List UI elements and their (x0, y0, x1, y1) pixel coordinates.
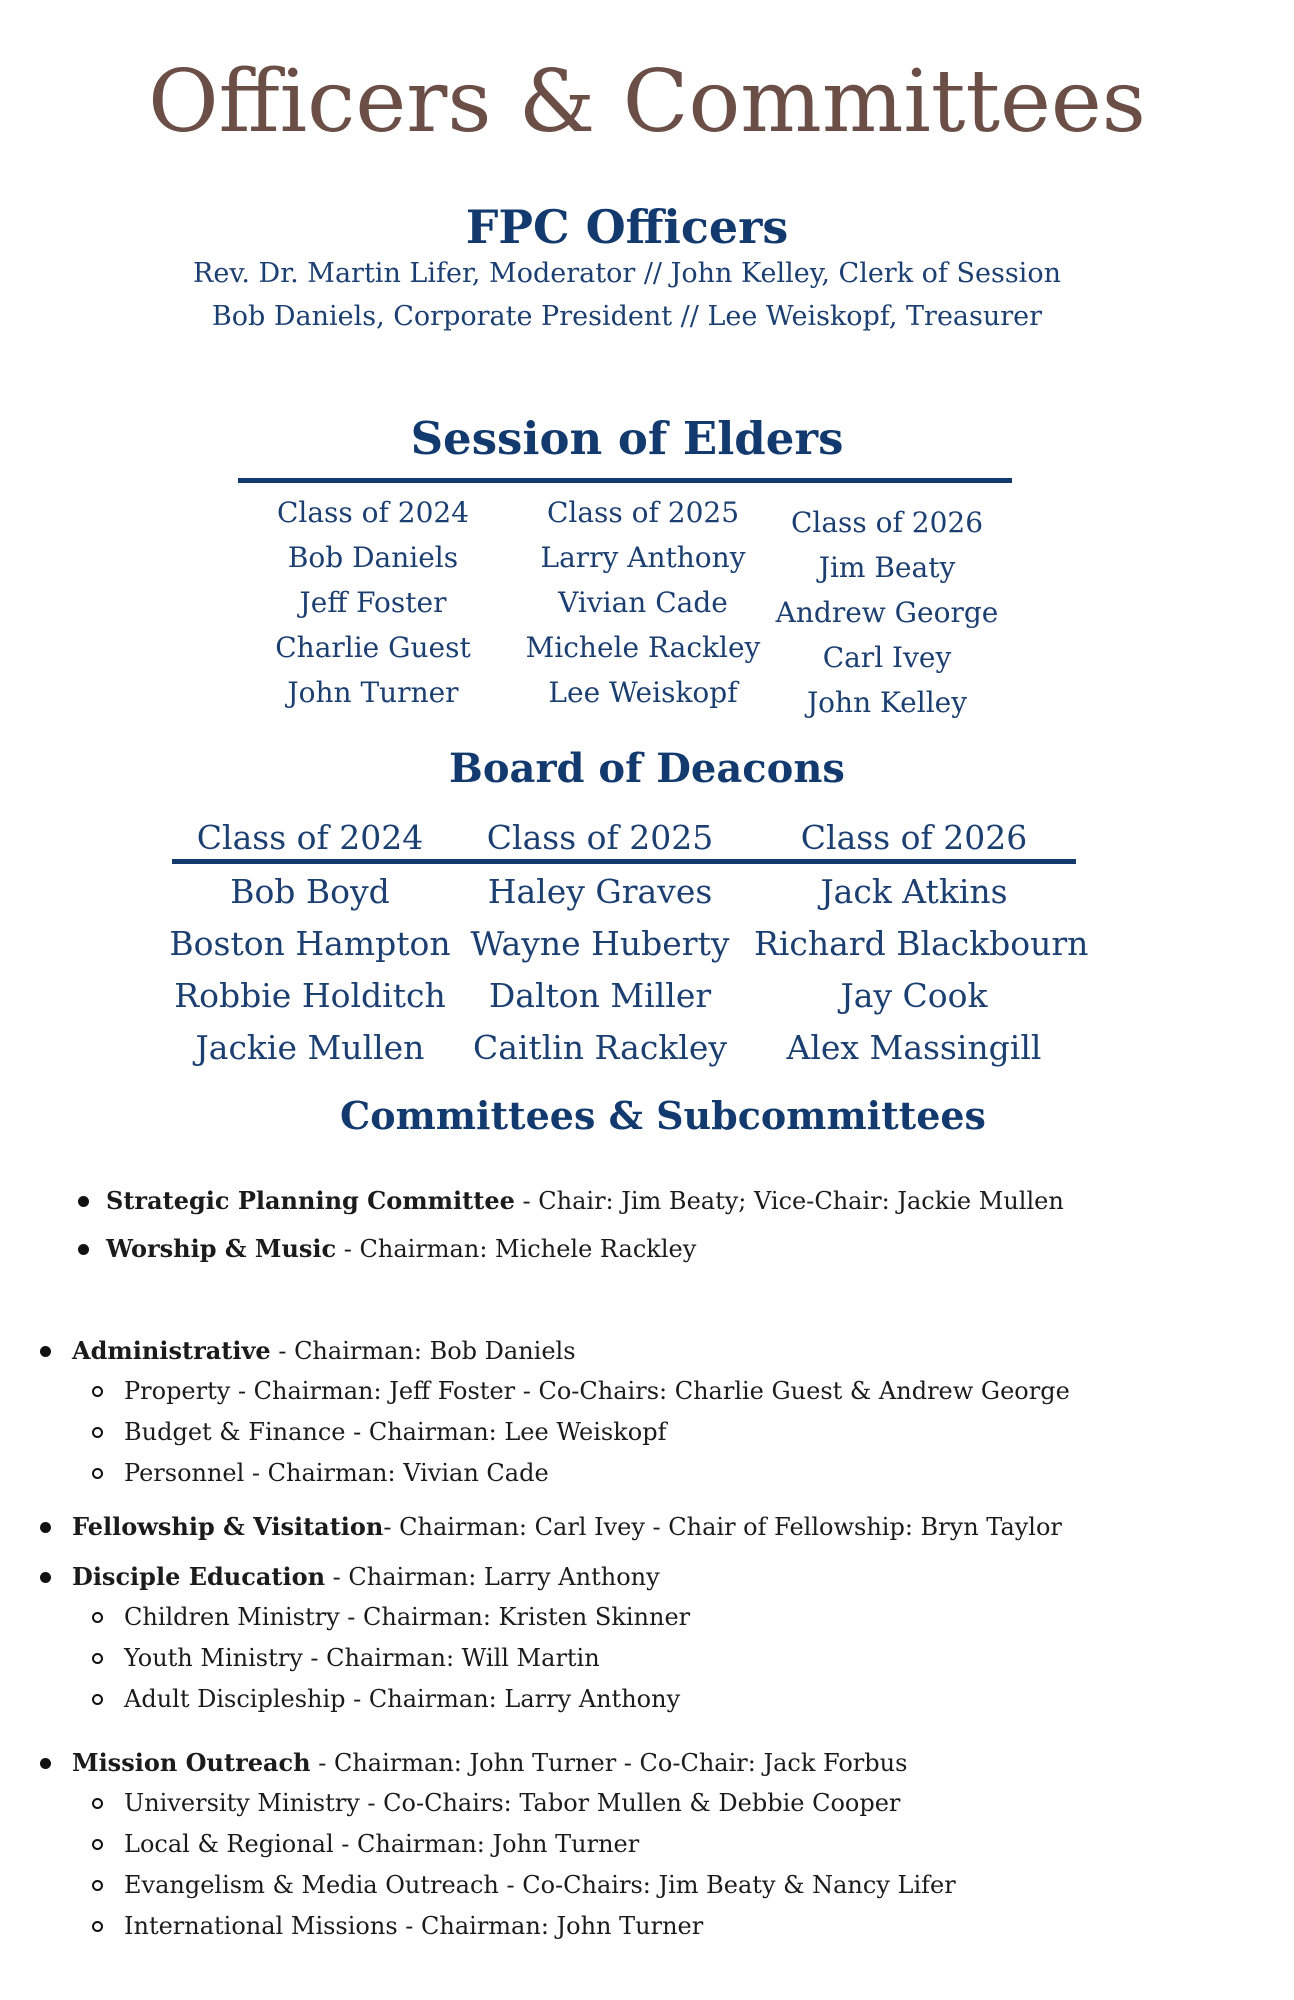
elders-heading: Session of Elders (410, 412, 844, 465)
subcommittee-item (72, 1785, 956, 1826)
deacon-name: Richard Blackbourn (754, 924, 1089, 963)
committee-detail: - Chairman: Michele Rackley (336, 1235, 697, 1263)
subcommittee-item (72, 1908, 956, 1949)
class-label: Class of 2026 (790, 506, 984, 539)
subcommittee-item (72, 1414, 1070, 1455)
deacon-name: Jay Cook (840, 976, 988, 1015)
committee-name: Strategic Planning Committee (106, 1186, 515, 1215)
class-label: Class of 2026 (800, 818, 1028, 857)
subcommittee-text: University Ministry - Co-Chairs: Tabor Mullen & Debbie Cooper (124, 1789, 901, 1817)
officers-line: Rev. Dr. Martin Lifer, Moderator // John Kelley, Clerk of Session (193, 258, 1061, 289)
committee-detail: - Chairman: John Turner - Co-Chair: Jack Forbus (310, 1749, 908, 1777)
bullet-icon (40, 1522, 51, 1533)
circle-bullet-icon (92, 1694, 103, 1705)
circle-bullet-icon (92, 1653, 103, 1664)
elder-name: Larry Anthony (540, 541, 746, 574)
deacons-class-column (440, 866, 760, 1074)
subcommittee-item (72, 1599, 690, 1640)
circle-bullet-icon (92, 1468, 103, 1479)
deacon-name: Boston Hampton (169, 924, 451, 963)
committee-detail: - Chair: Jim Beaty; Vice-Chair: Jackie Mullen (514, 1187, 1064, 1215)
deacons-class-column (754, 866, 1089, 1074)
subcommittee-item (72, 1373, 1070, 1414)
subcommittee-item (72, 1640, 690, 1681)
circle-bullet-icon (92, 1386, 103, 1397)
subcommittee-item (72, 1867, 956, 1908)
elders-class-column (248, 490, 498, 715)
committee-detail: - Chairman: Bob Daniels (270, 1337, 576, 1365)
committee-name: Disciple Education (72, 1562, 326, 1591)
deacons-divider (172, 859, 1076, 864)
list-item (72, 1559, 690, 1599)
subcommittee-item (72, 1681, 690, 1722)
deacon-name: Alex Massingill (786, 1028, 1042, 1067)
committee-list (106, 1182, 1064, 1278)
committees-heading: Committees & Subcommittees (340, 1093, 986, 1138)
subcommittee-text: Adult Discipleship - Chairman: Larry Anthony (124, 1685, 681, 1713)
committee-name: Worship & Music (106, 1234, 337, 1263)
bullet-icon (78, 1196, 89, 1207)
elder-name: Bob Daniels (287, 541, 459, 574)
committee-name: Administrative (72, 1336, 271, 1365)
list-item (72, 1333, 1070, 1373)
subcommittee-text: Personnel - Chairman: Vivian Cade (124, 1459, 549, 1487)
deacon-name: Wayne Huberty (470, 924, 730, 963)
committee-name: Fellowship & Visitation (72, 1512, 384, 1541)
subcommittee-text: Budget & Finance - Chairman: Lee Weiskopf (124, 1418, 667, 1446)
elder-name: Lee Weiskopf (548, 676, 738, 709)
elder-name: Andrew George (775, 596, 999, 629)
circle-bullet-icon (92, 1427, 103, 1438)
subcommittee-text: International Missions - Chairman: John Turner (124, 1912, 704, 1940)
circle-bullet-icon (92, 1612, 103, 1623)
officers-heading: FPC Officers (465, 200, 789, 254)
elder-name: Vivian Cade (558, 586, 728, 619)
class-label: Class of 2024 (196, 818, 424, 857)
elder-name: John Turner (287, 676, 459, 709)
page-title: Officers & Committees (148, 52, 1146, 152)
committee-group (72, 1745, 956, 1949)
deacons-heading: Board of Deacons (449, 745, 845, 792)
circle-bullet-icon (92, 1921, 103, 1932)
list-item (72, 1509, 1062, 1549)
deacon-name: Jackie Mullen (195, 1028, 425, 1067)
deacon-name: Caitlin Rackley (472, 1028, 728, 1067)
circle-bullet-icon (92, 1880, 103, 1891)
bullet-icon (40, 1758, 51, 1769)
list-item (106, 1182, 1064, 1230)
deacon-name: Haley Graves (487, 872, 713, 911)
elders-class-column (518, 490, 768, 715)
elder-name: Michele Rackley (525, 631, 761, 664)
elder-name: Carl Ivey (822, 641, 952, 674)
class-label: Class of 2025 (486, 818, 714, 857)
class-label: Class of 2024 (276, 496, 470, 529)
list-item (72, 1745, 956, 1785)
elders-divider (238, 478, 1012, 483)
deacon-name: Jack Atkins (820, 872, 1008, 911)
committee-detail: - Chairman: Larry Anthony (325, 1563, 660, 1591)
subcommittee-text: Youth Ministry - Chairman: Will Martin (124, 1644, 600, 1672)
circle-bullet-icon (92, 1798, 103, 1809)
committee-group (72, 1559, 690, 1722)
subcommittee-text: Property - Chairman: Jeff Foster - Co-Chairs: Charlie Guest & Andrew George (124, 1377, 1070, 1405)
elder-name: Charlie Guest (275, 631, 471, 664)
subcommittee-text: Evangelism & Media Outreach - Co-Chairs: Jim Beaty & Nancy Lifer (124, 1871, 956, 1899)
elder-name: Jim Beaty (818, 551, 956, 584)
officers-line: Bob Daniels, Corporate President // Lee Weiskopf, Treasurer (211, 301, 1043, 332)
subcommittee-item (72, 1455, 1070, 1496)
subcommittee-text: Children Ministry - Chairman: Kristen Skinner (124, 1603, 691, 1631)
list-item (106, 1230, 1064, 1278)
deacons-class-column (150, 866, 470, 1074)
bullet-icon (78, 1244, 89, 1255)
committee-group (72, 1509, 1062, 1549)
deacon-name: Dalton Miller (488, 976, 712, 1015)
class-label: Class of 2025 (546, 496, 740, 529)
subcommittee-item (72, 1826, 956, 1867)
committee-detail: - Chairman: Carl Ivey - Chair of Fellowship: Bryn Taylor (383, 1513, 1062, 1541)
deacon-name: Bob Boyd (230, 872, 390, 911)
elder-name: John Kelley (806, 686, 968, 719)
bullet-icon (40, 1572, 51, 1583)
deacon-name: Robbie Holditch (174, 976, 446, 1015)
bullet-icon (40, 1346, 51, 1357)
subcommittee-text: Local & Regional - Chairman: John Turner (124, 1830, 640, 1858)
elders-class-column (762, 500, 1012, 725)
circle-bullet-icon (92, 1839, 103, 1850)
committee-name: Mission Outreach (72, 1748, 311, 1777)
elder-name: Jeff Foster (299, 586, 447, 619)
committee-group (72, 1333, 1070, 1496)
